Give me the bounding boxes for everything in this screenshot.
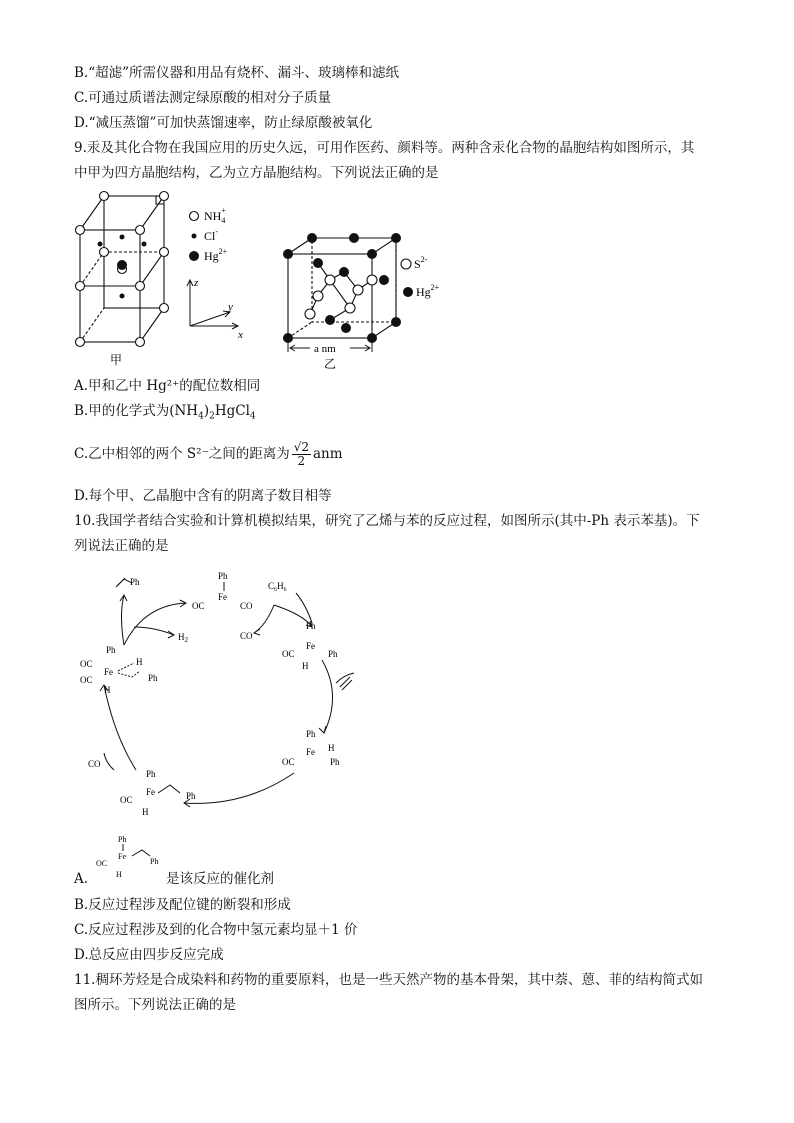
legend-s-label: $S^{2-}$ bbox=[414, 255, 428, 271]
q10-stem-line1: 10.我国学者结合实验和计算机模拟结果，研究了乙烯与苯的反应过程，如图所示(其中-Ph 表示苯基)。下 bbox=[74, 513, 700, 529]
svg-text:CO: CO bbox=[240, 631, 253, 641]
figure-catalytic-cycle bbox=[74, 565, 374, 835]
axis-y-label: y bbox=[228, 301, 233, 313]
q11-stem-line2: 图所示。下列说法正确的是 bbox=[74, 997, 236, 1013]
svg-text:OC: OC bbox=[192, 601, 205, 611]
svg-text:Ph: Ph bbox=[330, 757, 340, 767]
svg-text:H: H bbox=[302, 661, 309, 671]
svg-text:Ph: Ph bbox=[218, 571, 228, 581]
svg-text:H: H bbox=[136, 657, 143, 667]
q10-option-d: D.总反应由四步反应完成 bbox=[74, 947, 224, 963]
figure-yi-cubic-cell bbox=[280, 228, 460, 378]
svg-text:Fe: Fe bbox=[104, 667, 113, 677]
svg-text:Ph: Ph bbox=[328, 649, 338, 659]
svg-text:OC: OC bbox=[120, 795, 133, 805]
svg-text:Ph: Ph bbox=[150, 857, 159, 866]
option-a-structure bbox=[92, 834, 172, 884]
svg-text:C₆H₆: C₆H₆ bbox=[268, 581, 287, 591]
svg-text:Ph: Ph bbox=[148, 673, 158, 683]
svg-text:Fe: Fe bbox=[118, 852, 126, 861]
legend-nh4-label: $NH_4+$ bbox=[204, 206, 226, 225]
axis-z-label: z bbox=[194, 277, 199, 289]
caption-yi: 乙 bbox=[324, 357, 337, 371]
legend-cl-label: Cl- bbox=[204, 227, 219, 243]
svg-text:OC: OC bbox=[282, 757, 295, 767]
q11-stem-line1: 11.稠环芳烃是合成染料和药物的重要原料，也是一些天然产物的基本骨架，其中萘、蒽、菲的结构简式如 bbox=[74, 972, 703, 988]
svg-text:Fe: Fe bbox=[218, 592, 227, 602]
legend-hg-label-yi: $Hg^{2+}$ bbox=[416, 283, 440, 299]
q9-stem-line2: 中甲为四方晶胞结构，乙为立方晶胞结构。下列说法正确的是 bbox=[74, 165, 439, 181]
q10-option-c: C.反应过程涉及到的化合物中氢元素均显＋1 价 bbox=[74, 922, 358, 938]
svg-text:OC: OC bbox=[282, 649, 295, 659]
q10-option-b: B.反应过程涉及配位键的断裂和形成 bbox=[74, 897, 291, 913]
svg-text:H: H bbox=[104, 685, 111, 695]
svg-text:Ph: Ph bbox=[306, 729, 316, 739]
svg-text:Fe: Fe bbox=[306, 641, 315, 651]
svg-text:OC: OC bbox=[96, 859, 108, 868]
svg-text:H: H bbox=[328, 743, 335, 753]
svg-text:Ph: Ph bbox=[146, 769, 156, 779]
svg-text:OC: OC bbox=[80, 659, 93, 669]
legend-hg-label: $Hg^{2+}$ bbox=[204, 247, 228, 263]
svg-text:Fe: Fe bbox=[306, 747, 315, 757]
svg-text:H: H bbox=[142, 807, 149, 817]
q9-stem-line1: 9.汞及其化合物在我国应用的历史久远，可用作医药、颜料等。两种含汞化合物的晶胞结构如图所示，其 bbox=[74, 140, 695, 156]
svg-text:H2: $H_2$ bbox=[178, 632, 188, 644]
svg-text:Ph: Ph bbox=[118, 835, 127, 844]
q8-option-c: C.可通过质谱法测定绿原酸的相对分子质量 bbox=[74, 90, 332, 106]
q9-option-c: C.乙中相邻的两个 S²⁻之间的距离为 $\frac{√2}{2}$ anm bbox=[74, 440, 343, 468]
svg-text:Ph: Ph bbox=[106, 645, 116, 655]
svg-text:Ph: Ph bbox=[306, 621, 316, 631]
svg-text:CO: CO bbox=[88, 759, 101, 769]
q10-stem-line2: 列说法正确的是 bbox=[74, 538, 169, 554]
svg-text:CO: CO bbox=[240, 601, 253, 611]
q9-option-b: B.甲的化学式为$(NH_4)_2HgCl_4$ bbox=[74, 403, 256, 422]
svg-text:OC: OC bbox=[80, 675, 93, 685]
caption-jia: 甲 bbox=[110, 353, 123, 367]
q8-option-b: B.“超滤”所需仪器和用品有烧杯、漏斗、玻璃棒和滤纸 bbox=[74, 65, 400, 81]
q9-option-a: A.甲和乙中 Hg²⁺的配位数相同 bbox=[74, 378, 261, 394]
q8-option-d: D.“减压蒸馏”可加快蒸馏速率，防止绿原酸被氧化 bbox=[74, 115, 373, 131]
axis-x-label: x bbox=[238, 329, 243, 341]
svg-text:Fe: Fe bbox=[146, 787, 155, 797]
fraction-sqrt2-over-2: $\frac{√2}{2}$ bbox=[293, 440, 309, 468]
edge-length-label: a nm bbox=[314, 343, 336, 355]
svg-text:Ph: Ph bbox=[186, 791, 196, 801]
q9-option-d: D.每个甲、乙晶胞中含有的阴离子数目相等 bbox=[74, 488, 332, 504]
svg-text:H: H bbox=[116, 870, 122, 879]
svg-text:Ph: Ph bbox=[130, 577, 140, 587]
